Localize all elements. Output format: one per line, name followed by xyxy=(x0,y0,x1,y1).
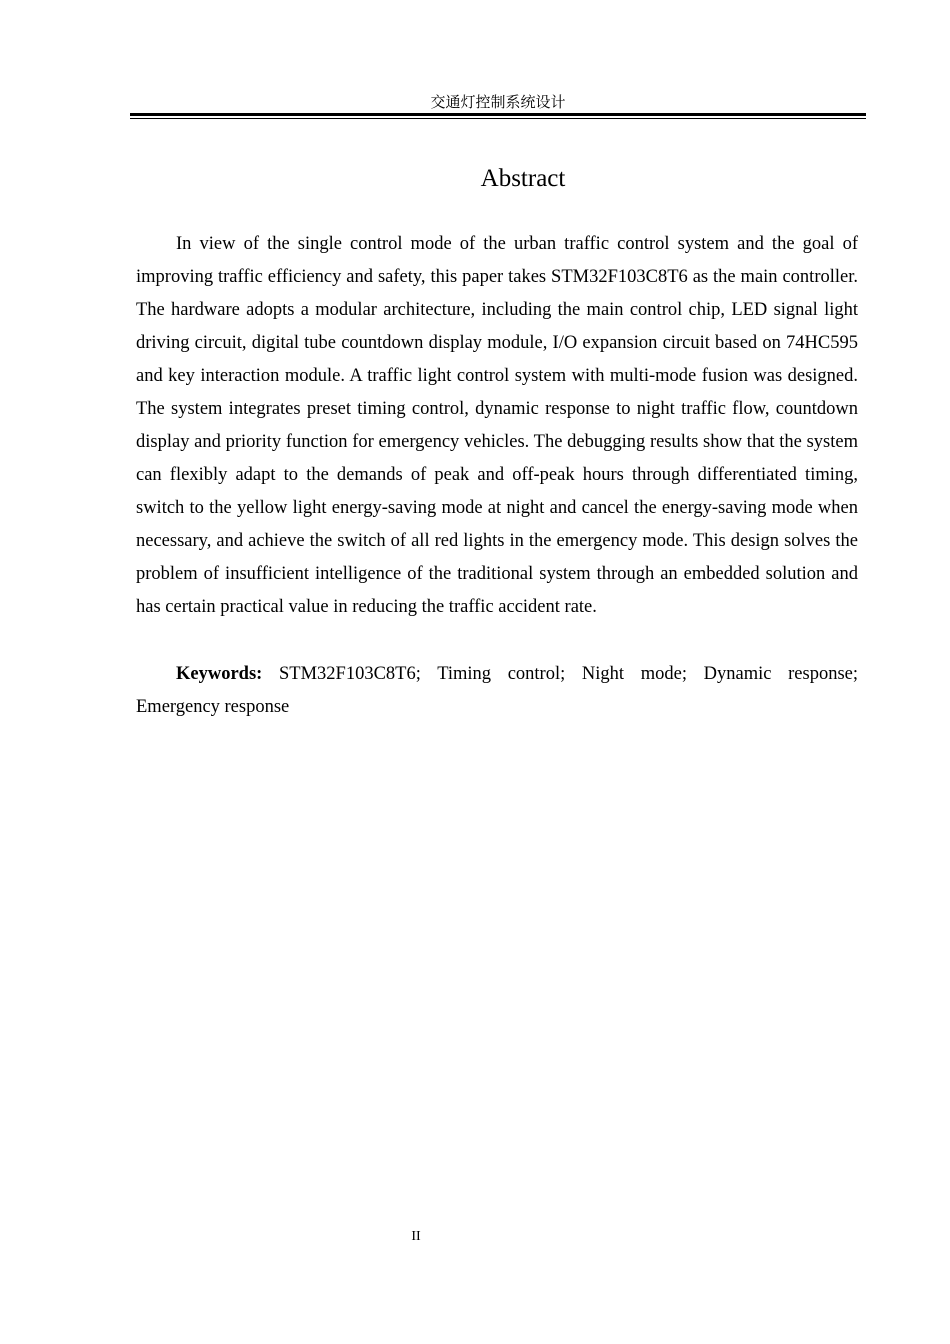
running-header: 交通灯控制系统设计 xyxy=(430,93,566,111)
keywords-paragraph xyxy=(136,658,858,724)
abstract-title: Abstract xyxy=(480,165,566,192)
page-number: II xyxy=(411,1229,421,1244)
header-rule-thick xyxy=(130,113,866,116)
keywords-text: STM32F103C8T6; Timing control; Night mode; Dynamic response; Emergency response xyxy=(136,664,858,717)
keywords-label: Keywords: xyxy=(176,664,263,684)
header-rule-thin xyxy=(130,118,866,119)
abstract-body: In view of the single control mode of the urban traffic control system and the goal of improving traffic efficiency and safety, this paper takes STM32F103C8T6 as the main controller. The hardware adopts a modular architecture, including the main control chip, LED signal light driving circuit, digital tube countdown display module, I/O expansion circuit based on 74HC595 and key interaction module. A traffic light control system with multi-mode fusion was designed. The system integrates preset timing control, dynamic response to night traffic flow, countdown display and priority function for emergency vehicles. The debugging results show that the system can flexibly adapt to the demands of peak and off-peak hours through differentiated timing, switch to the yellow light energy-saving mode at night and cancel the energy-saving mode when necessary, and achieve the switch of all red lights in the emergency mode. This design solves the problem of insufficient intelligence of the traditional system through an embedded solution and has certain practical value in reducing the traffic accident rate. xyxy=(136,234,858,617)
